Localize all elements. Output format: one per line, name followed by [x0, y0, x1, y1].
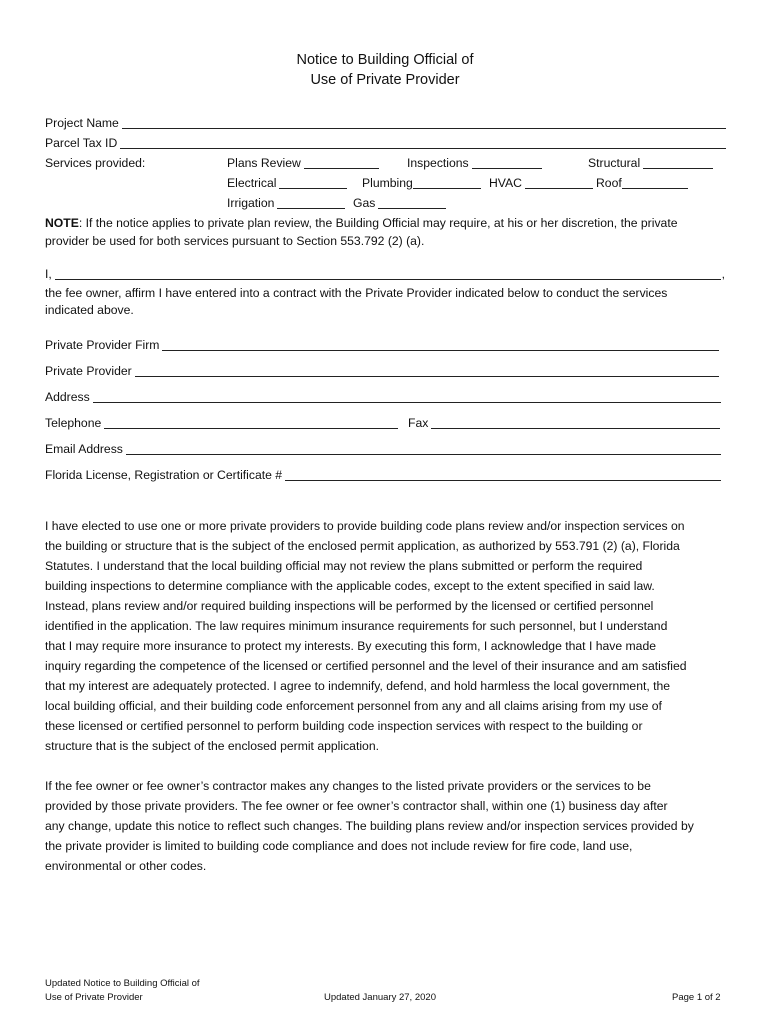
telephone-field[interactable]	[45, 415, 398, 431]
inspections-field[interactable]	[407, 155, 542, 171]
irrigation-field[interactable]	[227, 195, 345, 211]
paragraph-2-line: If the fee owner or fee owner’s contractor makes any changes to the listed private providers or the services to be	[45, 779, 651, 793]
paragraph-1-line: the building or structure that is the subject of the enclosed permit application, as authorized by 553.791 (2) (a), Florida	[45, 539, 680, 553]
footer-left-line-1: Updated Notice to Building Official of	[45, 978, 200, 989]
roof-label: Roof	[596, 176, 622, 190]
provider-firm-label: Private Provider Firm	[45, 338, 160, 352]
paragraph-1-line: building inspections to determine compliance with the applicable codes, except to the extent specified in said law.	[45, 579, 655, 593]
paragraph-2-line: any change, update this notice to reflect such changes. The building plans review and/or inspection services provided by	[45, 819, 694, 833]
plumbing-field[interactable]	[362, 175, 481, 191]
paragraph-2-line: the private provider is limited to building code compliance and does not include review for fire code, land use,	[45, 839, 633, 853]
affirm-name-blank[interactable]	[55, 267, 721, 280]
license-label: Florida License, Registration or Certificate #	[45, 468, 283, 482]
telephone-label: Telephone	[45, 416, 102, 430]
paragraph-1-line: these licensed or certified personnel to perform building code inspection services with respect to the building or	[45, 719, 643, 733]
paragraph-2-line: provided by those private providers. The fee owner or fee owner’s contractor shall, within one (1) business day after	[45, 799, 668, 813]
paragraph-1-line: Instead, plans review and/or required building inspections will be performed by the licensed or certified personnel	[45, 599, 654, 613]
project-name-field[interactable]	[45, 115, 726, 131]
affirm-suffix: ,	[721, 267, 725, 281]
project-name-blank[interactable]	[122, 116, 726, 129]
hvac-label: HVAC	[489, 176, 522, 190]
hvac-blank[interactable]	[525, 176, 593, 189]
note-label: NOTE	[45, 216, 79, 230]
roof-field[interactable]	[596, 175, 688, 191]
fax-label: Fax	[408, 416, 429, 430]
paragraph-1-line: that my interest are adequately protected. I agree to indemnify, defend, and hold harmless the local government, the	[45, 679, 671, 693]
private-provider-label: Private Provider	[45, 364, 132, 378]
structural-label: Structural	[588, 156, 641, 170]
paragraph-1-line: I have elected to use one or more private providers to provide building code plans review and/or inspection services on	[45, 519, 685, 533]
license-field[interactable]	[45, 467, 721, 483]
address-label: Address	[45, 390, 90, 404]
paragraph-1	[45, 516, 727, 756]
private-provider-blank[interactable]	[135, 364, 719, 377]
footer-left-line-2: Use of Private Provider	[45, 992, 143, 1003]
address-blank[interactable]	[93, 390, 721, 403]
structural-blank[interactable]	[643, 156, 713, 169]
paragraph-2-line: environmental or other codes.	[45, 859, 207, 873]
paragraph-1-line: structure that is the subject of the enclosed permit application.	[45, 739, 379, 753]
email-field[interactable]	[45, 441, 721, 457]
footer-page-number: Page 1 of 2	[672, 992, 721, 1003]
note-line-2: provider be used for both services pursuant to Section 553.792 (2) (a).	[45, 234, 425, 248]
electrical-blank[interactable]	[279, 176, 347, 189]
affirm-name-field[interactable]	[45, 266, 725, 282]
private-provider-field[interactable]	[45, 363, 719, 379]
license-blank[interactable]	[285, 468, 721, 481]
gas-label: Gas	[353, 196, 376, 210]
plans-review-label: Plans Review	[227, 156, 301, 170]
inspections-blank[interactable]	[472, 156, 542, 169]
irrigation-label: Irrigation	[227, 196, 275, 210]
paragraph-1-line: inquiry regarding the competence of the licensed or certified personnel and the level of their insurance and am satisfied	[45, 659, 687, 673]
plans-review-blank[interactable]	[304, 156, 379, 169]
affirm-line-2: indicated above.	[45, 303, 134, 317]
structural-field[interactable]	[588, 155, 713, 171]
electrical-label: Electrical	[227, 176, 277, 190]
address-field[interactable]	[45, 389, 721, 405]
title-line-1: Notice to Building Official of	[296, 52, 474, 68]
email-label: Email Address	[45, 442, 123, 456]
paragraph-1-line: Statutes. I understand that the local building official may not review the plans submitted or perform the required	[45, 559, 643, 573]
affirm-prefix: I,	[45, 267, 52, 281]
parcel-tax-id-blank[interactable]	[120, 136, 726, 149]
hvac-field[interactable]	[489, 175, 593, 191]
provider-firm-blank[interactable]	[162, 338, 719, 351]
gas-blank[interactable]	[378, 196, 446, 209]
footer-left	[45, 977, 200, 1005]
note-text-1: : If the notice applies to private plan review, the Building Official may require, at his or her discretion, the private	[78, 216, 678, 230]
parcel-tax-id-field[interactable]	[45, 135, 726, 151]
fax-field[interactable]	[408, 415, 720, 431]
electrical-field[interactable]	[227, 175, 347, 191]
irrigation-blank[interactable]	[277, 196, 345, 209]
plumbing-label: Plumbing	[362, 176, 413, 190]
note-line-1	[45, 215, 678, 231]
plumbing-blank[interactable]	[413, 176, 481, 189]
page-title	[0, 50, 770, 90]
telephone-blank[interactable]	[104, 416, 398, 429]
paragraph-2	[45, 776, 727, 876]
project-name-label: Project Name	[45, 116, 119, 130]
gas-field[interactable]	[353, 195, 446, 211]
email-blank[interactable]	[126, 442, 721, 455]
plans-review-field[interactable]	[227, 155, 379, 171]
paragraph-1-line: identified in the application. The law requires minimum insurance requirements for such personnel, but I understand	[45, 619, 668, 633]
title-line-2: Use of Private Provider	[310, 72, 460, 88]
fax-blank[interactable]	[431, 416, 720, 429]
inspections-label: Inspections	[407, 156, 469, 170]
affirm-line-1: the fee owner, affirm I have entered into a contract with the Private Provider indicated below to conduct the services	[45, 286, 668, 300]
paragraph-1-line: local building official, and their building code enforcement personnel from any and all claims arising from my use of	[45, 699, 662, 713]
provider-firm-field[interactable]	[45, 337, 719, 353]
parcel-tax-id-label: Parcel Tax ID	[45, 136, 118, 150]
paragraph-1-line: that I may require more insurance to protect my interests. By executing this form, I acknowledge that I have made	[45, 639, 657, 653]
roof-blank[interactable]	[622, 176, 688, 189]
services-provided-label: Services provided:	[45, 156, 146, 170]
footer-updated-date: Updated January 27, 2020	[324, 992, 436, 1003]
